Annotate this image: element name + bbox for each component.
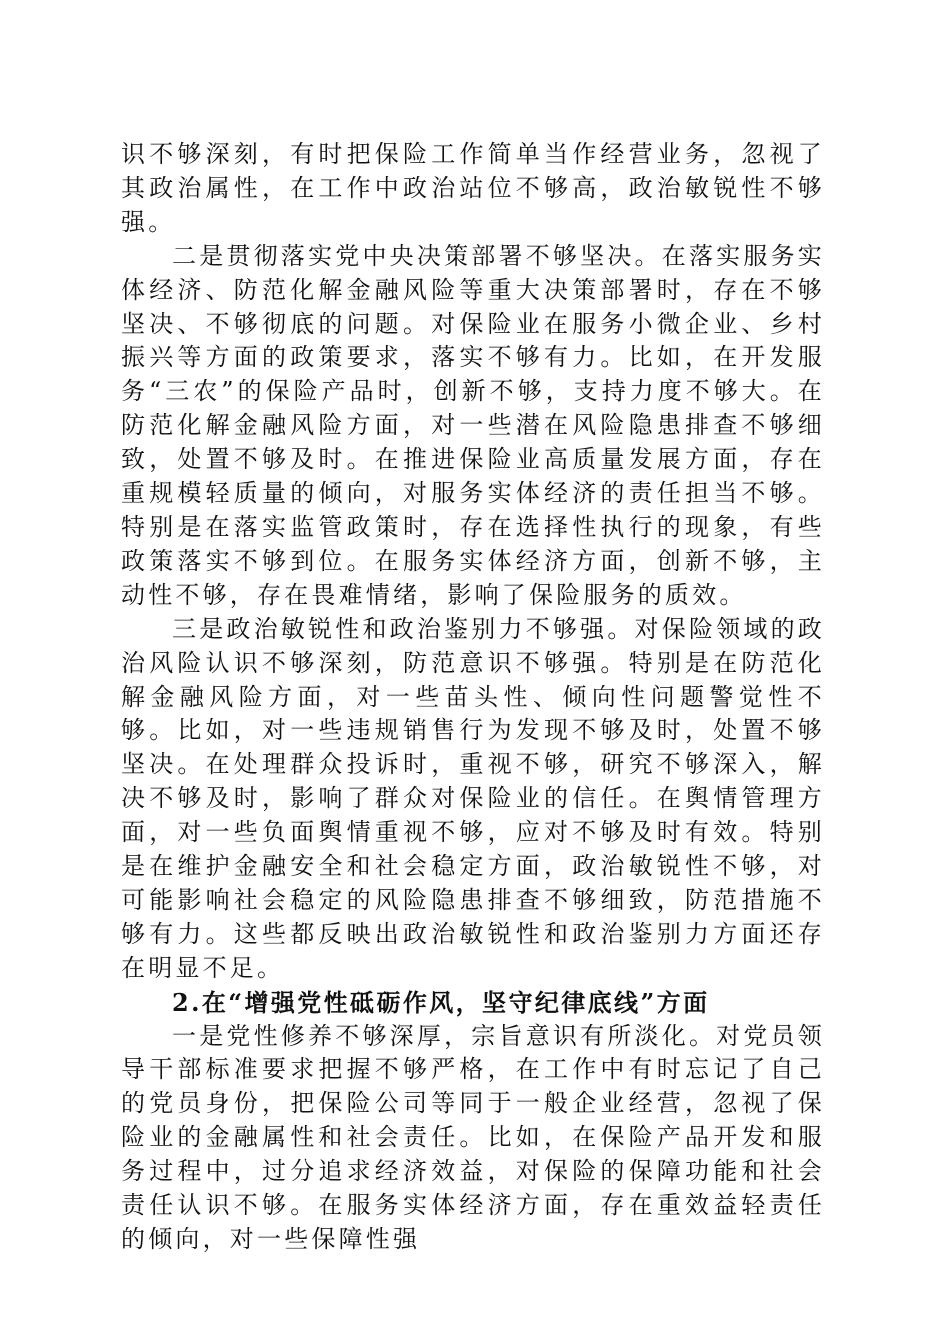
paragraph-continuation: 识不够深刻，有时把保险工作简单当作经营业务，忽视了其政治属性，在工作中政治站位不够高，政治敏锐性不够强。	[121, 140, 825, 236]
paragraph-point-three: 三是政治敏锐性和政治鉴别力不够强。对保险领域的政治风险认识不够深刻，防范意识不够强。特别是在防范化解金融风险方面，对一些苗头性、倾向性问题警觉性不够。比如，对一些违规销售行为发现不够及时，处置不够坚决。在处理群众投诉时，重视不够，研究不够深入，解决不够及时，影响了群众对保险业的信任。在舆情管理方面，对一些负面舆情重视不够，应对不够及时有效。特别是在维护金融安全和社会稳定方面，政治敏锐性不够，对可能影响社会稳定的风险隐患排查不够细致，防范措施不够有力。这些都反映出政治敏锐性和政治鉴别力方面还存在明显不足。	[121, 614, 825, 982]
section-heading: 2.在“增强党性砥砺作风，坚守纪律底线”方面	[172, 987, 710, 1017]
document-body	[121, 138, 825, 1257]
paragraph-point-one: 一是党性修养不够深厚，宗旨意识有所淡化。对党员领导干部标准要求把握不够严格，在工作中有时忘记了自己的党员身份，把保险公司等同于一般企业经营，忽视了保险业的金融属性和社会责任。比如，在保险产品开发和服务过程中，过分追求经济效益，对保险的保障功能和社会责任认识不够。在服务实体经济方面，存在重效益轻责任的倾向，对一些保障性强	[121, 1021, 825, 1253]
paragraph-point-two: 二是贯彻落实党中央决策部署不够坚决。在落实服务实体经济、防范化解金融风险等重大决策部署时，存在不够坚决、不够彻底的问题。对保险业在服务小微企业、乡村振兴等方面的政策要求，落实不够有力。比如，在开发服务“三农”的保险产品时，创新不够，支持力度不够大。在防范化解金融风险方面，对一些潜在风险隐患排查不够细致，处置不够及时。在推进保险业高质量发展方面，存在重规模轻质量的倾向，对服务实体经济的责任担当不够。特别是在落实监管政策时，存在选择性执行的现象，有些政策落实不够到位。在服务实体经济方面，创新不够，主动性不够，存在畏难情绪，影响了保险服务的质效。	[121, 241, 825, 609]
